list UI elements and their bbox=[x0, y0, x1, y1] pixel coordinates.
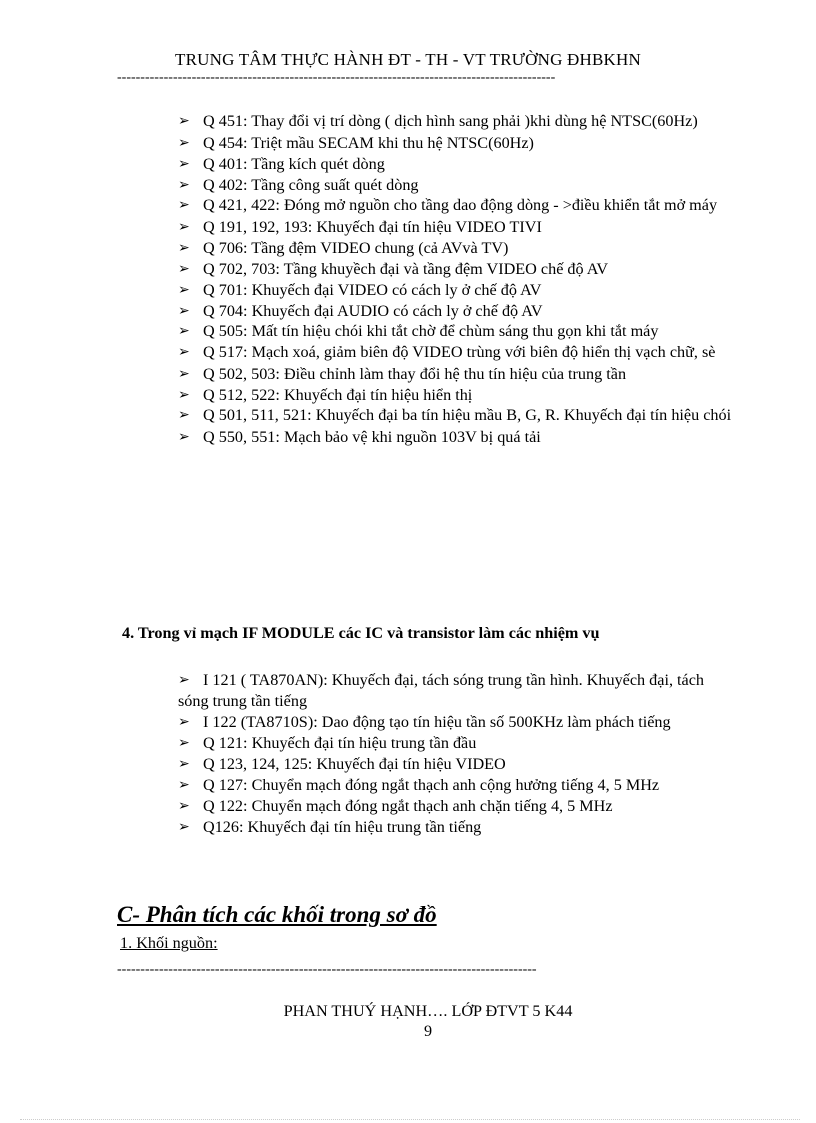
list-item: ➢ Q 501, 511, 521: Khuyếch đại ba tín hiệu mầu B, G, R. Khuyếch đại tín hiệu chói bbox=[178, 406, 732, 424]
arrowhead-bullet-icon: ➢ bbox=[178, 197, 190, 213]
list-item: ➢ Q126: Khuyếch đại tín hiệu trung tần tiếng bbox=[178, 818, 482, 836]
list-item: ➢ Q 706: Tầng đệm VIDEO chung (cả AVvà TV) bbox=[178, 239, 509, 257]
arrowhead-bullet-icon: ➢ bbox=[178, 219, 190, 235]
arrowhead-bullet-icon: ➢ bbox=[178, 756, 190, 772]
section-c-heading: C- Phân tích các khối trong sơ đồ bbox=[117, 902, 437, 927]
arrowhead-bullet-icon: ➢ bbox=[178, 777, 190, 793]
arrowhead-bullet-icon: ➢ bbox=[178, 282, 190, 298]
arrowhead-bullet-icon: ➢ bbox=[178, 113, 190, 129]
list-item: ➢ I 121 ( TA870AN): Khuyếch đại, tách sóng trung tần hình. Khuyếch đại, tách sóng trung tần tiếng bbox=[178, 671, 704, 710]
arrowhead-bullet-icon: ➢ bbox=[178, 407, 190, 423]
arrowhead-bullet-icon: ➢ bbox=[178, 177, 190, 193]
list-item: ➢ Q 550, 551: Mạch bảo vệ khi nguồn 103V bị quá tải bbox=[178, 428, 541, 446]
arrowhead-bullet-icon: ➢ bbox=[178, 344, 190, 360]
list-item: ➢ Q 502, 503: Điều chỉnh làm thay đổi hệ thu tín hiệu của trung tần bbox=[178, 365, 627, 383]
arrowhead-bullet-icon: ➢ bbox=[178, 303, 190, 319]
arrowhead-bullet-icon: ➢ bbox=[178, 672, 190, 688]
page-edge-dotted-line bbox=[20, 1119, 800, 1120]
list-item: ➢ I 122 (TA8710S): Dao động tạo tín hiệu tần số 500KHz làm phách tiếng bbox=[178, 713, 671, 731]
list-item: ➢ Q 704: Khuyếch đại AUDIO có cách ly ở chế độ AV bbox=[178, 302, 543, 320]
arrowhead-bullet-icon: ➢ bbox=[178, 261, 190, 277]
arrowhead-bullet-icon: ➢ bbox=[178, 819, 190, 835]
list-item: ➢ Q 454: Triệt mầu SECAM khi thu hệ NTSC(60Hz) bbox=[178, 134, 534, 152]
section-4-heading: 4. Trong vỉ mạch IF MODULE các IC và transistor làm các nhiệm vụ bbox=[122, 624, 600, 642]
subsection-heading-power-block: 1. Khối nguồn: bbox=[120, 934, 218, 952]
list-item: ➢ Q 127: Chuyển mạch đóng ngắt thạch anh cộng hưởng tiếng 4, 5 MHz bbox=[178, 776, 660, 794]
arrowhead-bullet-icon: ➢ bbox=[178, 323, 190, 339]
footer-dashed-rule: ------------------------------------------------------------------------------------------ bbox=[117, 962, 537, 977]
page-number: 9 bbox=[423, 1022, 433, 1040]
arrowhead-bullet-icon: ➢ bbox=[178, 429, 190, 445]
header-dashed-rule: ---------------------------------------------------------------------------------------------- bbox=[117, 70, 556, 85]
list-item: ➢ Q 121: Khuyếch đại tín hiệu trung tần đầu bbox=[178, 734, 477, 752]
transistor-function-list bbox=[178, 112, 738, 448]
list-item: ➢ Q 505: Mất tín hiệu chói khi tắt chờ để chùm sáng thu gọn khi tắt máy bbox=[178, 322, 659, 340]
list-item: ➢ Q 517: Mạch xoá, giảm biên độ VIDEO trùng với biên độ hiển thị vạch chữ, sè bbox=[178, 343, 716, 361]
list-item: ➢ Q 123, 124, 125: Khuyếch đại tín hiệu VIDEO bbox=[178, 755, 506, 773]
list-item: ➢ Q 402: Tầng công suất quét dòng bbox=[178, 176, 419, 194]
list-item: ➢ Q 401: Tầng kích quét dòng bbox=[178, 155, 385, 173]
arrowhead-bullet-icon: ➢ bbox=[178, 135, 190, 151]
arrowhead-bullet-icon: ➢ bbox=[178, 156, 190, 172]
arrowhead-bullet-icon: ➢ bbox=[178, 387, 190, 403]
list-item: ➢ Q 451: Thay đổi vị trí dòng ( dịch hình sang phải )khi dùng hệ NTSC(60Hz) bbox=[178, 112, 698, 130]
arrowhead-bullet-icon: ➢ bbox=[178, 735, 190, 751]
arrowhead-bullet-icon: ➢ bbox=[178, 798, 190, 814]
arrowhead-bullet-icon: ➢ bbox=[178, 366, 190, 382]
list-item: ➢ Q 421, 422: Đóng mở nguồn cho tầng dao động dòng - >điều khiển tắt mở máy bbox=[178, 196, 718, 214]
list-item: ➢ Q 191, 192, 193: Khuyếch đại tín hiệu VIDEO TIVI bbox=[178, 218, 542, 236]
list-item: ➢ Q 701: Khuyếch đại VIDEO có cách ly ở chế độ AV bbox=[178, 281, 542, 299]
list-item: ➢ Q 702, 703: Tầng khuyềch đại và tầng đệm VIDEO chế độ AV bbox=[178, 260, 609, 278]
page-header-title: TRUNG TÂM THỰC HÀNH ĐT - TH - VT TRƯỜNG ĐHBKHN bbox=[175, 50, 641, 69]
if-module-function-list bbox=[178, 670, 738, 838]
arrowhead-bullet-icon: ➢ bbox=[178, 714, 190, 730]
footer-author-class: PHAN THUÝ HẠNH…. LỚP ĐTVT 5 K44 bbox=[283, 1002, 573, 1020]
arrowhead-bullet-icon: ➢ bbox=[178, 240, 190, 256]
list-item: ➢ Q 122: Chuyển mạch đóng ngắt thạch anh chặn tiếng 4, 5 MHz bbox=[178, 797, 613, 815]
list-item: ➢ Q 512, 522: Khuyếch đại tín hiệu hiển thị bbox=[178, 386, 473, 404]
